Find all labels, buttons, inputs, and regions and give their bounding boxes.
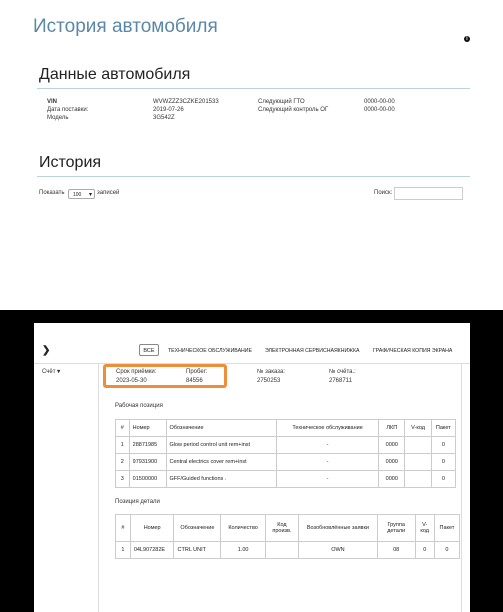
model-label: Модель: [47, 115, 69, 121]
table-header: Код произв.: [265, 515, 298, 542]
table-cell: GFF/Guided functions .: [166, 471, 277, 488]
chevron-down-icon[interactable]: ❯: [42, 345, 51, 356]
table-row[interactable]: [116, 542, 460, 559]
history-title: История: [39, 154, 102, 171]
table-header: Обозначение: [174, 515, 221, 542]
divider: [461, 364, 462, 612]
parts-title: Позиция детали: [115, 499, 160, 505]
table-cell: 97931900: [129, 454, 166, 471]
table-header: #: [116, 420, 130, 437]
invoice-label: № счёта.:: [329, 369, 356, 375]
account-label: Счёт: [42, 369, 56, 375]
table-cell: 08: [377, 542, 415, 559]
table-cell: 1.00: [221, 542, 266, 559]
tab-all[interactable]: ВСЕ: [139, 344, 159, 356]
work-title: Рабочая позиция: [115, 403, 163, 409]
work-table: [115, 419, 456, 488]
table-header: Пакет: [431, 420, 455, 437]
table-header: Номер: [129, 420, 166, 437]
order-label: № заказа:: [257, 369, 285, 375]
table-cell: Central electrics cover rem+inst: [166, 454, 277, 471]
table-cell: 0: [431, 437, 455, 454]
table-cell: 28871985: [129, 437, 166, 454]
table-cell: 0000: [379, 471, 405, 488]
divider: [98, 364, 99, 612]
tab-service-book[interactable]: ЭЛЕКТРОННАЯ СЕРВИСНАЯКНИЖКА: [265, 348, 360, 354]
table-cell: Glow period control unit rem+inst: [166, 437, 277, 454]
table-header-row: [116, 515, 460, 542]
table-header: Возобновлённые заявки: [299, 515, 378, 542]
show-label: Показать: [39, 190, 65, 196]
table-row[interactable]: [116, 454, 456, 471]
page-size-value: 100: [73, 192, 82, 198]
search-label: Поиск:: [374, 190, 393, 196]
table-header: Количество: [221, 515, 266, 542]
table-cell: [405, 437, 431, 454]
table-cell: 2: [116, 454, 130, 471]
next-gto-label: Следующий ГТО: [258, 99, 305, 105]
table-header: Пакет: [434, 515, 459, 542]
table-header: V-код: [415, 515, 434, 542]
table-cell: 0: [434, 542, 459, 559]
table-cell: 0000: [379, 454, 405, 471]
table-row[interactable]: [116, 437, 456, 454]
table-header: Техническое обслуживание: [277, 420, 379, 437]
table-cell: -: [277, 454, 379, 471]
table-header: V-код: [405, 420, 431, 437]
table-cell: 1: [116, 437, 130, 454]
delivery-value: 2019-07-26: [153, 107, 184, 113]
table-header: Группа детали: [377, 515, 415, 542]
page-size-select[interactable]: [68, 189, 95, 199]
table-header-row: [116, 420, 456, 437]
tab-maintenance[interactable]: ТЕХНИЧЕСКОЕ ОБСЛУЖИВАНИЕ: [168, 348, 252, 354]
divider: [34, 363, 470, 364]
invoice-value: 2768711: [329, 378, 352, 384]
table-cell: -: [277, 471, 379, 488]
account-toggle[interactable]: [42, 368, 60, 375]
next-og-value: 0000-00-00: [364, 107, 395, 113]
history-detail-panel: [34, 323, 470, 612]
table-cell: 04L907282E: [130, 542, 174, 559]
records-label: записей: [97, 190, 120, 196]
vin-value: WVWZZZ3CZKE201533: [153, 99, 219, 105]
table-cell: -: [277, 437, 379, 454]
table-cell: CTRL UNIT: [174, 542, 221, 559]
info-icon[interactable]: i: [464, 36, 470, 42]
table-cell: 0000: [379, 437, 405, 454]
tab-screen-copy[interactable]: ГРАФИЧЕСКАЯ КОПИЯ ЭКРАНА: [373, 348, 453, 354]
chevron-down-icon: ▾: [88, 192, 92, 198]
table-cell: 1: [116, 542, 131, 559]
acceptance-value: 2023-05-30: [116, 378, 147, 384]
mileage-label: Пробег:: [186, 369, 208, 375]
table-header: #: [116, 515, 131, 542]
table-cell: 0: [431, 454, 455, 471]
table-header: Обозначение: [166, 420, 277, 437]
next-gto-value: 0000-00-00: [364, 99, 395, 105]
vin-label: VIN: [47, 99, 58, 105]
table-cell: OWN: [299, 542, 378, 559]
mileage-value: 84556: [186, 378, 203, 384]
table-cell: 01500000: [129, 471, 166, 488]
table-header: Номер: [130, 515, 174, 542]
divider: [37, 176, 470, 177]
table-header: ЛКП: [379, 420, 405, 437]
table-cell: 0: [431, 471, 455, 488]
search-input[interactable]: [394, 187, 463, 200]
table-cell: [265, 542, 298, 559]
divider: [37, 88, 470, 89]
order-value: 2750253: [257, 378, 281, 384]
table-cell: 3: [116, 471, 130, 488]
table-cell: [405, 471, 431, 488]
vehicle-data-title: Данные автомобиля: [39, 66, 191, 83]
table-cell: [405, 454, 431, 471]
next-og-label: Следующий контроль ОГ: [258, 107, 329, 113]
delivery-label: Дата поставки:: [47, 107, 89, 113]
highlight-box: [103, 364, 227, 388]
page-title: История автомобиля: [33, 16, 218, 37]
model-value: 3G542Z: [153, 115, 175, 121]
acceptance-label: Срок приёмки:: [116, 369, 157, 375]
parts-table: [115, 514, 460, 559]
table-row[interactable]: [116, 471, 456, 488]
table-cell: 0: [415, 542, 434, 559]
chevron-down-icon: ▾: [57, 369, 61, 375]
